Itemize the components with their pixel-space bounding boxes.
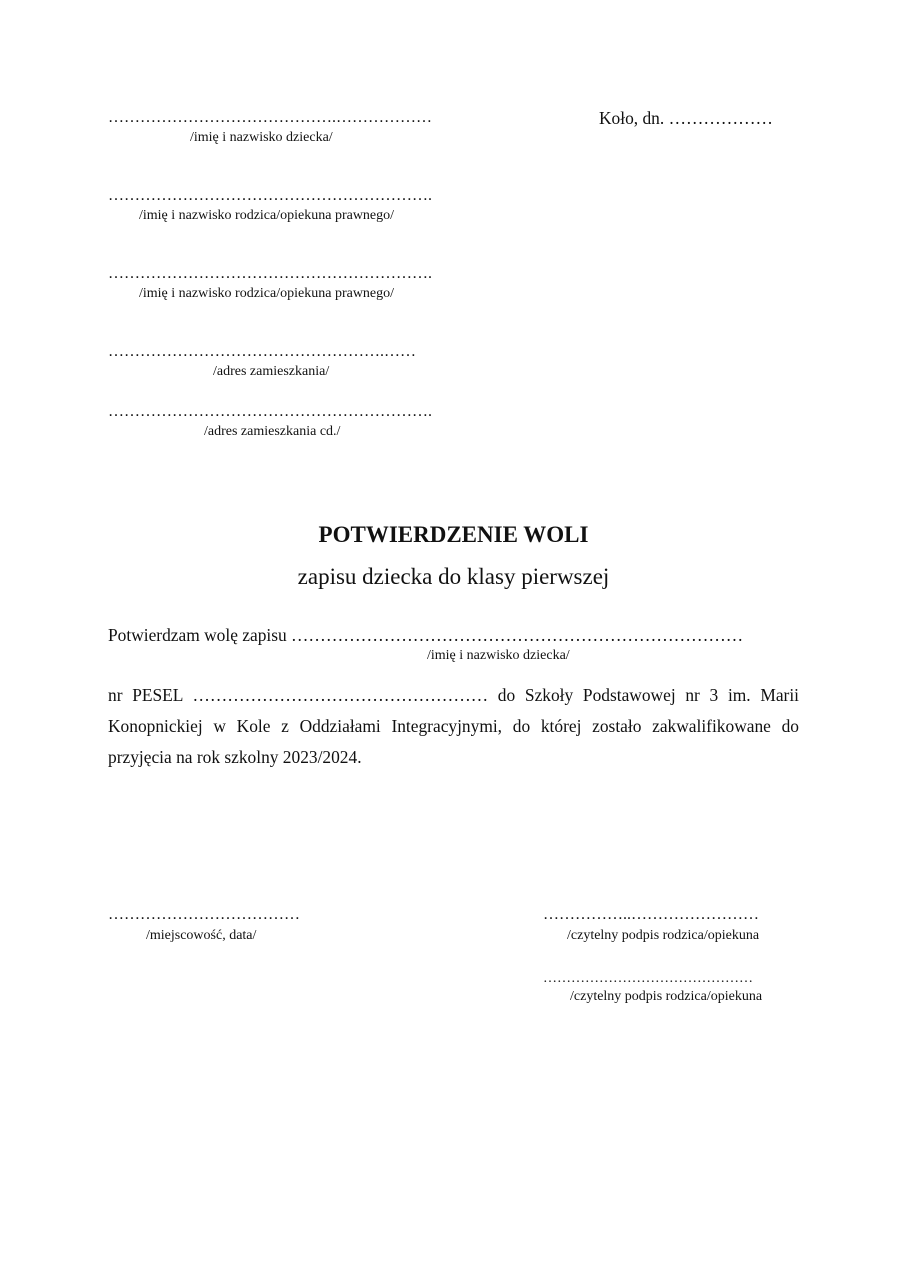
body-paragraph: nr PESEL …………………………………………… do Szkoły Podstawowej nr 3 im. Marii Konopnickiej w Kole z Oddziałami Integracyjnymi, do której zostało zakwalifikowane do przyjęcia na rok szkolny 2023/2024. [108,685,799,767]
signature1-line[interactable]: ……………..…………………… [543,906,759,923]
confirm-text[interactable]: Potwierdzam wolę zapisu …………………………………………………………………… [108,625,744,645]
place-date-caption: /miejscowość, data/ [146,928,257,943]
parent1-name-line[interactable]: ……………………………………………………. [108,187,432,204]
parent1-name-caption: /imię i nazwisko rodzica/opiekuna prawnego/ [139,208,395,223]
confirm-caption: /imię i nazwisko dziecka/ [427,648,570,663]
address2-line[interactable]: ……………………………………………………. [108,403,432,420]
document-subtitle: zapisu dziecka do klasy pierwszej [297,564,610,589]
address-caption: /adres zamieszkania/ [213,364,330,379]
place-date-line[interactable]: ……………………………… [108,906,300,923]
child-name-line[interactable]: …………………………………….……………… [108,109,432,126]
address2-caption: /adres zamieszkania cd./ [204,424,341,439]
parent2-name-caption: /imię i nazwisko rodzica/opiekuna prawnego/ [139,286,395,301]
parent2-name-line[interactable]: ……………………………………………………. [108,265,432,282]
document-title: POTWIERDZENIE WOLI [318,522,589,547]
address-line[interactable]: …………………………………………….…… [108,343,416,360]
place-date-field[interactable]: Koło, dn. ……………… [599,108,773,128]
signature1-caption: /czytelny podpis rodzica/opiekuna [567,928,760,943]
child-name-caption: /imię i nazwisko dziecka/ [190,130,333,145]
signature2-caption: /czytelny podpis rodzica/opiekuna [570,989,763,1004]
signature2-line[interactable]: ……………………………………… [543,971,753,986]
